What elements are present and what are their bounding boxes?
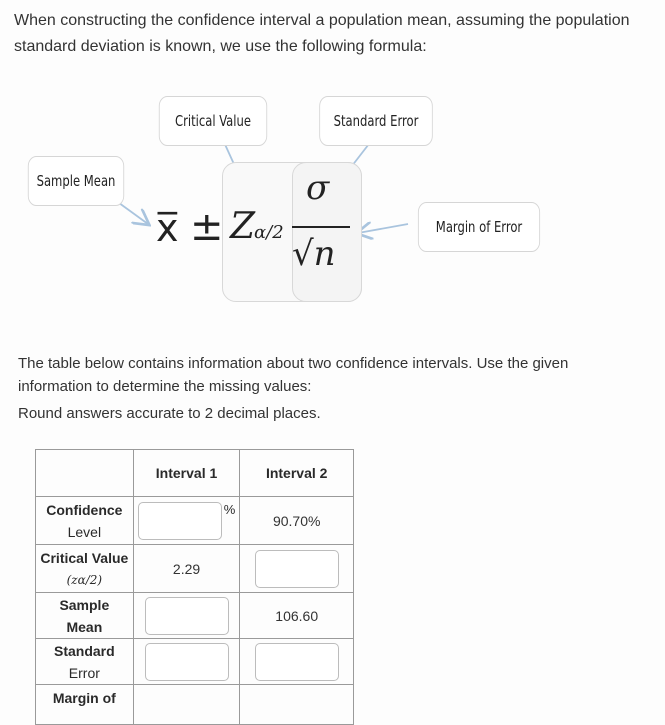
- percent-sign: %: [223, 501, 236, 517]
- table-intro-text: The table below contains information about two confidence intervals. Use the given information to determine the missing values:: [18, 355, 569, 395]
- table-instructions: [18, 352, 618, 425]
- formula: [150, 168, 360, 296]
- label-confidence-level: Confidence Level: [36, 497, 134, 545]
- cell-interval2-moe: [240, 685, 354, 725]
- sample-mean-label: Sample Mean: [28, 156, 124, 206]
- answer-interval2-se-input[interactable]: [255, 643, 339, 681]
- label-sample-mean: Sample Mean: [36, 593, 134, 639]
- cell-interval2-critical: [240, 545, 354, 593]
- cell-interval2-confidence: 90.70%: [240, 497, 354, 545]
- cell-interval1-critical: 2.29: [133, 545, 240, 593]
- table-header-row: [36, 450, 354, 497]
- formula-z: Z: [230, 206, 256, 247]
- rounding-note: Round answers accurate to 2 decimal places.: [18, 405, 321, 422]
- formula-xbar: x̅: [156, 206, 179, 250]
- cell-interval1-se: [133, 639, 240, 685]
- critical-value-label: Critical Value: [159, 96, 267, 146]
- formula-plus-minus: ±: [190, 204, 224, 250]
- label-margin-of-error: Margin of: [36, 685, 134, 725]
- answer-interval1-confidence-input[interactable]: [138, 502, 222, 540]
- intro-text: When constructing the confidence interval a population mean, assuming the population standard deviation is known, we use the following formula:: [14, 12, 630, 55]
- margin-of-error-label: Margin of Error: [418, 202, 540, 252]
- header-interval-1: Interval 1: [133, 450, 240, 497]
- confidence-interval-table: [35, 449, 354, 725]
- arrow-margin-of-error: [358, 224, 408, 233]
- answer-interval2-critical-input[interactable]: [255, 550, 339, 588]
- row-critical-value: [36, 545, 354, 593]
- standard-error-label: Standard Error: [319, 96, 433, 146]
- cell-interval1-mean: [133, 593, 240, 639]
- formula-fraction-bar: [292, 226, 350, 228]
- answer-interval1-se-input[interactable]: [145, 643, 229, 681]
- cell-interval1-confidence: [133, 497, 240, 545]
- row-standard-error: [36, 639, 354, 685]
- row-sample-mean: [36, 593, 354, 639]
- formula-z-subscript: α/2: [254, 222, 284, 243]
- header-interval-2: Interval 2: [240, 450, 354, 497]
- cell-interval2-mean: 106.60: [240, 593, 354, 639]
- row-confidence-level: [36, 497, 354, 545]
- label-critical-value: Critical Value (zα/2): [36, 545, 134, 593]
- formula-sqrt-n: √n: [292, 234, 336, 274]
- row-margin-of-error: [36, 685, 354, 725]
- cell-interval2-se: [240, 639, 354, 685]
- header-blank: [36, 450, 134, 497]
- formula-diagram: [0, 96, 665, 326]
- answer-interval1-mean-input[interactable]: [145, 597, 229, 635]
- label-standard-error: Standard Error: [36, 639, 134, 685]
- formula-sigma: σ: [306, 168, 330, 208]
- cell-interval1-moe: [133, 685, 240, 725]
